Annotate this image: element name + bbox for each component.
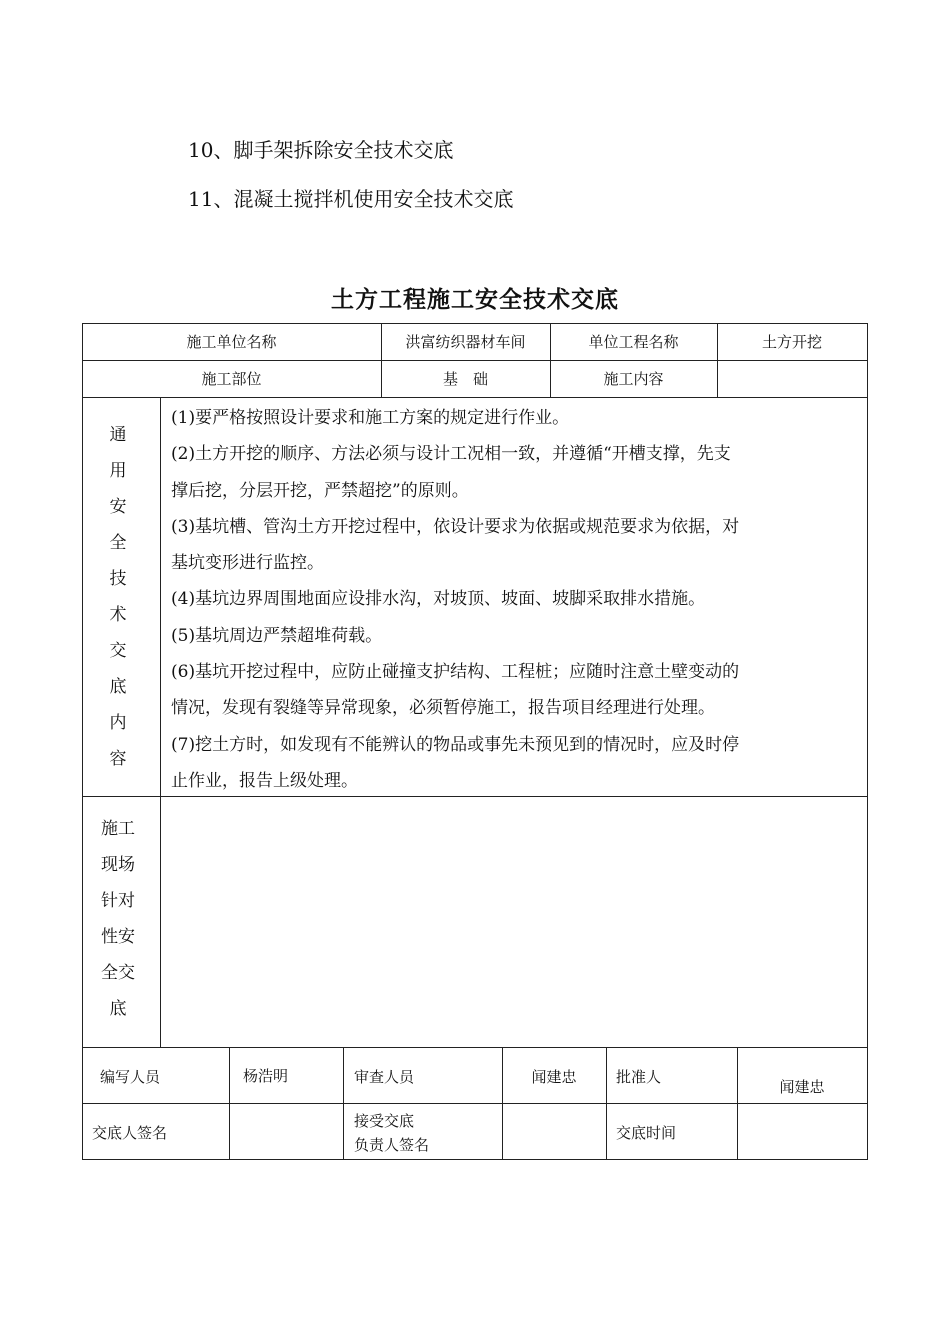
content-line: 撑后挖，分层开挖，严禁超挖”的原则。 xyxy=(171,480,469,501)
reviewer-label: 审查人员 xyxy=(354,1068,415,1086)
table-border xyxy=(82,1159,868,1160)
content-line: (3)基坑槽、管沟土方开挖过程中，依设计要求为依据或规范要求为依据，对 xyxy=(171,516,740,537)
site-section-label xyxy=(88,811,148,1027)
label-line: 底 xyxy=(109,999,127,1019)
label-char: 内 xyxy=(109,713,127,733)
construction-part-value: 基 础 xyxy=(442,370,488,388)
column-divider xyxy=(502,1047,503,1160)
label-char: 术 xyxy=(109,605,127,625)
unit-name-value: 洪富纺织器材车间 xyxy=(405,333,526,351)
reviewer-value: 闻建忠 xyxy=(531,1068,577,1086)
label-char: 容 xyxy=(109,749,127,769)
project-name-value: 土方开挖 xyxy=(761,333,822,351)
approver-label: 批准人 xyxy=(616,1068,662,1086)
row-divider xyxy=(82,1047,868,1048)
column-divider xyxy=(343,1047,344,1160)
general-section-content xyxy=(171,400,861,799)
label-char: 用 xyxy=(109,461,127,481)
label-char: 技 xyxy=(109,569,127,589)
writer-label: 编写人员 xyxy=(100,1068,161,1086)
construction-part-label: 施工部位 xyxy=(201,370,262,388)
column-divider xyxy=(606,1047,607,1160)
project-name-label: 单位工程名称 xyxy=(588,333,679,351)
content-line: (6)基坑开挖过程中，应防止碰撞支护结构、工程桩；应随时注意土壁变动的 xyxy=(171,662,740,683)
discloser-signature-label: 交底人签名 xyxy=(92,1124,168,1142)
table-border xyxy=(82,323,83,1160)
label-char: 底 xyxy=(109,677,127,697)
label-line: 全交 xyxy=(101,963,135,983)
column-divider xyxy=(160,397,161,1048)
label-char: 安 xyxy=(109,497,127,517)
list-item: 11、混凝土搅拌机使用安全技术交底 xyxy=(188,187,514,211)
content-line: (7)挖土方时，如发现有不能辨认的物品或事先未预见到的情况时，应及时停 xyxy=(171,734,740,755)
content-line: (2)土方开挖的顺序、方法必须与设计工况相一致，并遵循“开槽支撑，先支 xyxy=(171,444,731,465)
construction-content-label: 施工内容 xyxy=(603,370,664,388)
unit-name-label: 施工单位名称 xyxy=(186,333,277,351)
list-item: 10、脚手架拆除安全技术交底 xyxy=(188,138,454,162)
content-line: (1)要严格按照设计要求和施工方案的规定进行作业。 xyxy=(171,408,570,428)
column-divider xyxy=(737,1047,738,1160)
column-divider xyxy=(229,1047,230,1160)
label-line: 针对 xyxy=(101,891,135,911)
label-char: 全 xyxy=(109,533,127,553)
label-line: 性安 xyxy=(101,927,135,947)
content-line: 情况，发现有裂缝等异常现象，必须暂停施工，报告项目经理进行处理。 xyxy=(171,698,715,719)
receiver-label-line2: 负责人签名 xyxy=(354,1136,430,1154)
row-divider xyxy=(82,397,868,398)
receiver-label-line1: 接受交底 xyxy=(354,1112,415,1130)
label-char: 交 xyxy=(109,641,127,661)
approver-value: 闻建忠 xyxy=(779,1078,825,1096)
content-line: 基坑变形进行监控。 xyxy=(171,553,324,574)
disclosure-time-label: 交底时间 xyxy=(616,1124,677,1142)
table-border xyxy=(82,323,868,324)
row-divider xyxy=(82,1103,868,1104)
row-divider xyxy=(82,360,868,361)
content-line: 止作业，报告上级处理。 xyxy=(171,770,358,791)
writer-value: 杨浩明 xyxy=(243,1067,289,1085)
content-line: (5)基坑周边严禁超堆荷载。 xyxy=(171,625,383,646)
content-line: (4)基坑边界周围地面应设排水沟，对坡顶、坡面、坡脚采取排水措施。 xyxy=(171,589,706,610)
table-border xyxy=(867,323,868,1160)
general-section-label xyxy=(88,417,148,777)
label-line: 现场 xyxy=(101,855,135,875)
label-line: 施工 xyxy=(101,819,135,839)
label-char: 通 xyxy=(109,425,127,445)
page-title: 土方工程施工安全技术交底 xyxy=(331,286,619,313)
